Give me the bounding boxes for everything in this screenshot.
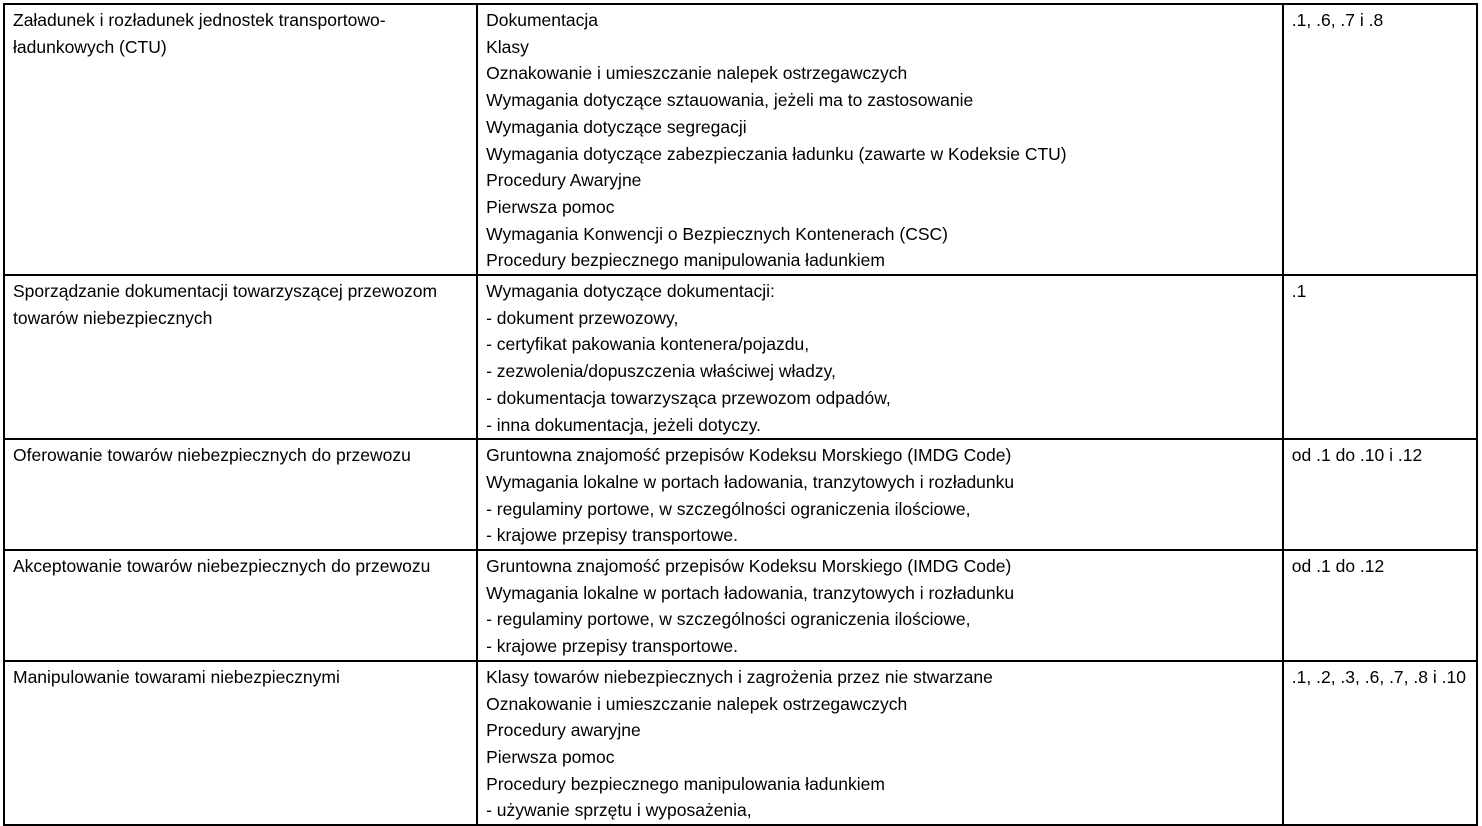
requirements-cell <box>477 661 1283 825</box>
requirement-line: Klasy towarów niebezpiecznych i zagrożenia przez nie stwarzane <box>486 666 993 687</box>
requirement-line: - zezwolenia/dopuszczenia właściwej władzy, <box>486 361 836 382</box>
requirement-line: - dokumentacja towarzysząca przewozom odpadów, <box>486 387 891 408</box>
requirement-line: Wymagania lokalne w portach ładowania, tranzytowych i rozładunku <box>486 471 1015 492</box>
requirement-line: Wymagania dotyczące segregacji <box>486 116 747 137</box>
requirements-table <box>3 3 1478 826</box>
activity-cell: Manipulowanie towarami niebezpiecznymi <box>4 661 477 825</box>
requirement-line: - krajowe przepisy transportowe. <box>486 525 738 546</box>
requirement-line: Procedury bezpiecznego manipulowania ładunkiem <box>486 250 885 271</box>
requirement-line: Gruntowna znajomość przepisów Kodeksu Morskiego (IMDG Code) <box>486 556 1012 577</box>
requirement-line: - dokument przewozowy, <box>486 307 679 328</box>
requirement-line: Wymagania dotyczące zabezpieczania ładunku (zawarte w Kodeksie CTU) <box>486 143 1067 164</box>
requirement-line: - certyfikat pakowania kontenera/pojazdu, <box>486 334 810 355</box>
requirements-cell <box>477 275 1283 439</box>
classes-cell: .1 <box>1283 275 1477 439</box>
requirement-line: Wymagania dotyczące dokumentacji: <box>486 281 775 302</box>
activity-cell: Oferowanie towarów niebezpiecznych do przewozu <box>4 439 477 550</box>
requirement-line: - inna dokumentacja, jeżeli dotyczy. <box>486 414 762 435</box>
requirements-cell <box>477 439 1283 550</box>
table-row <box>4 550 1477 661</box>
classes-cell: od .1 do .10 i .12 <box>1283 439 1477 550</box>
requirement-line: Oznakowanie i umieszczanie nalepek ostrzegawczych <box>486 63 908 84</box>
requirement-line: Dokumentacja <box>486 10 598 30</box>
requirement-line: - regulaminy portowe, w szczególności ograniczenia ilościowe, <box>486 498 971 519</box>
requirement-line: Gruntowna znajomość przepisów Kodeksu Morskiego (IMDG Code) <box>486 445 1012 466</box>
requirement-line: - używanie sprzętu i wyposażenia, <box>486 800 752 821</box>
requirements-cell <box>477 550 1283 661</box>
requirement-line: Klasy <box>486 36 529 57</box>
requirement-line: Procedury bezpiecznego manipulowania ładunkiem <box>486 773 885 794</box>
table-body <box>4 4 1477 825</box>
classes-cell: od .1 do .12 <box>1283 550 1477 661</box>
requirement-line: Wymagania Konwencji o Bezpiecznych Kontenerach (CSC) <box>486 223 948 244</box>
activity-cell: Akceptowanie towarów niebezpiecznych do przewozu <box>4 550 477 661</box>
classes-cell: .1, .6, .7 i .8 <box>1283 4 1477 275</box>
requirement-line: Pierwsza pomoc <box>486 196 615 217</box>
requirements-cell <box>477 4 1283 275</box>
requirement-line: Wymagania dotyczące sztauowania, jeżeli ma to zastosowanie <box>486 90 974 111</box>
activity-cell: Sporządzanie dokumentacji towarzyszącej przewozom towarów niebezpiecznych <box>4 275 477 439</box>
table-row <box>4 275 1477 439</box>
requirement-line: Wymagania lokalne w portach ładowania, tranzytowych i rozładunku <box>486 582 1015 603</box>
classes-cell: .1, .2, .3, .6, .7, .8 i .10 <box>1283 661 1477 825</box>
requirement-line: - krajowe przepisy transportowe. <box>486 636 738 657</box>
activity-cell: Załadunek i rozładunek jednostek transportowo-ładunkowych (CTU) <box>4 4 477 275</box>
table-row <box>4 661 1477 825</box>
requirement-line: Oznakowanie i umieszczanie nalepek ostrzegawczych <box>486 693 908 714</box>
table-row <box>4 4 1477 275</box>
requirement-line: - regulaminy portowe, w szczególności ograniczenia ilościowe, <box>486 609 971 630</box>
requirement-line: Procedury awaryjne <box>486 720 641 741</box>
table-row <box>4 439 1477 550</box>
requirement-line: Pierwsza pomoc <box>486 746 615 767</box>
requirement-line: Procedury Awaryjne <box>486 170 642 191</box>
